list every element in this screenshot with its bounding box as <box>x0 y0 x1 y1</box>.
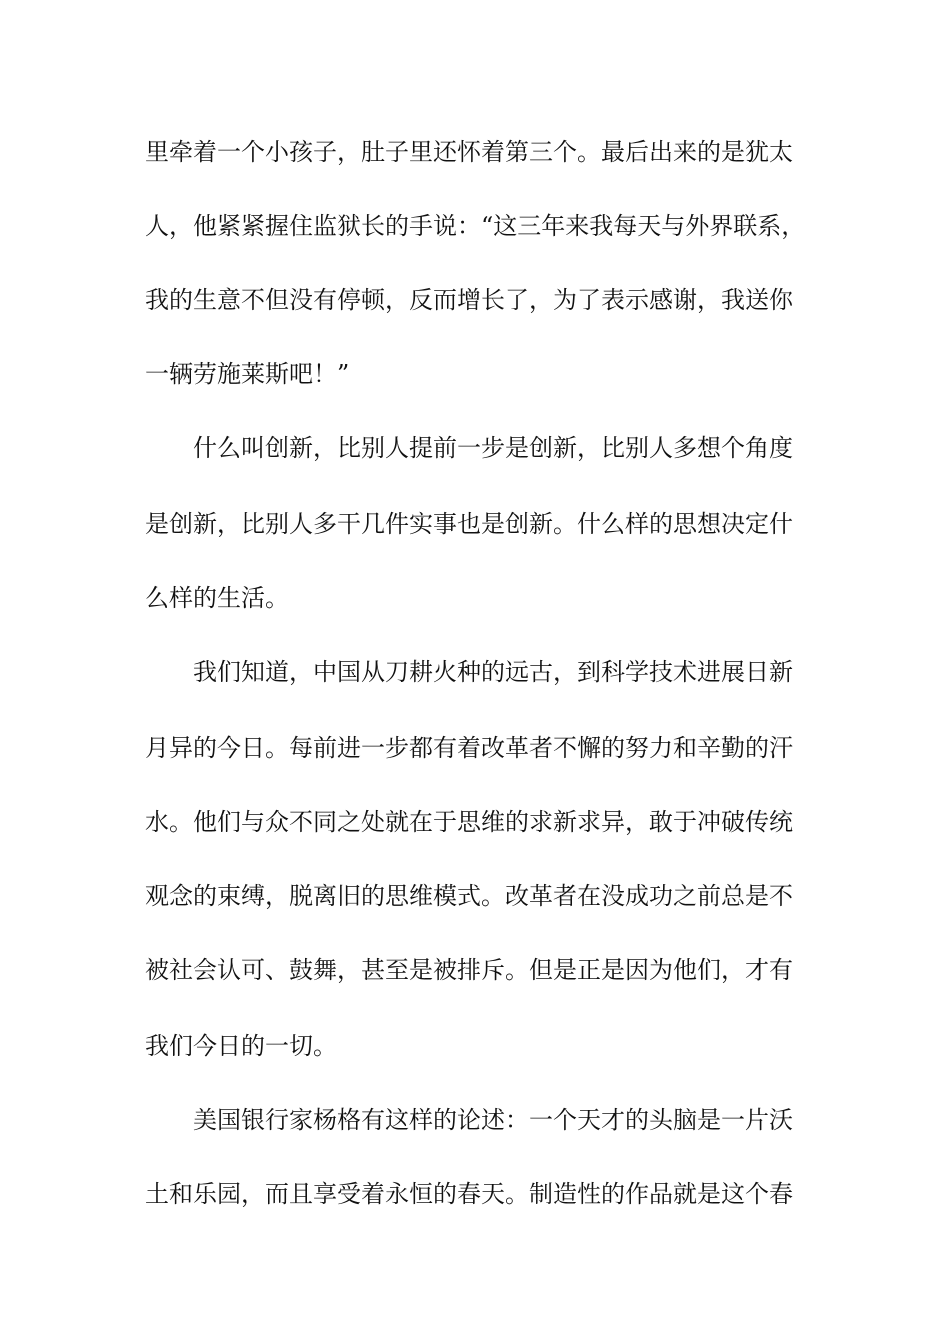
text-line: 水。他们与众不同之处就在于思维的求新求异，敢于冲破传统 <box>145 808 793 836</box>
text-line: 一辆劳施莱斯吧！” <box>145 360 350 388</box>
text-line: 我的生意不但没有停顿，反而增长了，为了表示感谢，我送你 <box>145 286 793 314</box>
text-line: 土和乐园，而且享受着永恒的春天。制造性的作品就是这个春 <box>145 1180 793 1208</box>
text-line: 我们今日的一切。 <box>145 1032 337 1060</box>
paragraph-first-line: 什么叫创新，比别人提前一步是创新，比别人多想个角度 <box>193 434 793 462</box>
text-line: 是创新，比别人多干几件实事也是创新。什么样的思想决定什 <box>145 510 793 538</box>
text-line: 被社会认可、鼓舞，甚至是被排斥。但是正是因为他们，才有 <box>145 956 793 984</box>
paragraph-first-line: 我们知道，中国从刀耕火种的远古，到科学技术进展日新 <box>193 658 793 686</box>
text-line: 么样的生活。 <box>145 584 289 612</box>
text-line: 里牵着一个小孩子，肚子里还怀着第三个。最后出来的是犹太 <box>145 138 793 166</box>
paragraph-first-line: 美国银行家杨格有这样的论述：一个天才的头脑是一片沃 <box>193 1106 793 1134</box>
text-line: 人，他紧紧握住监狱长的手说：“这三年来我每天与外界联系， <box>145 212 806 240</box>
text-line: 月异的今日。每前进一步都有着改革者不懈的努力和辛勤的汗 <box>145 734 793 762</box>
text-line: 观念的束缚，脱离旧的思维模式。改革者在没成功之前总是不 <box>145 882 793 910</box>
